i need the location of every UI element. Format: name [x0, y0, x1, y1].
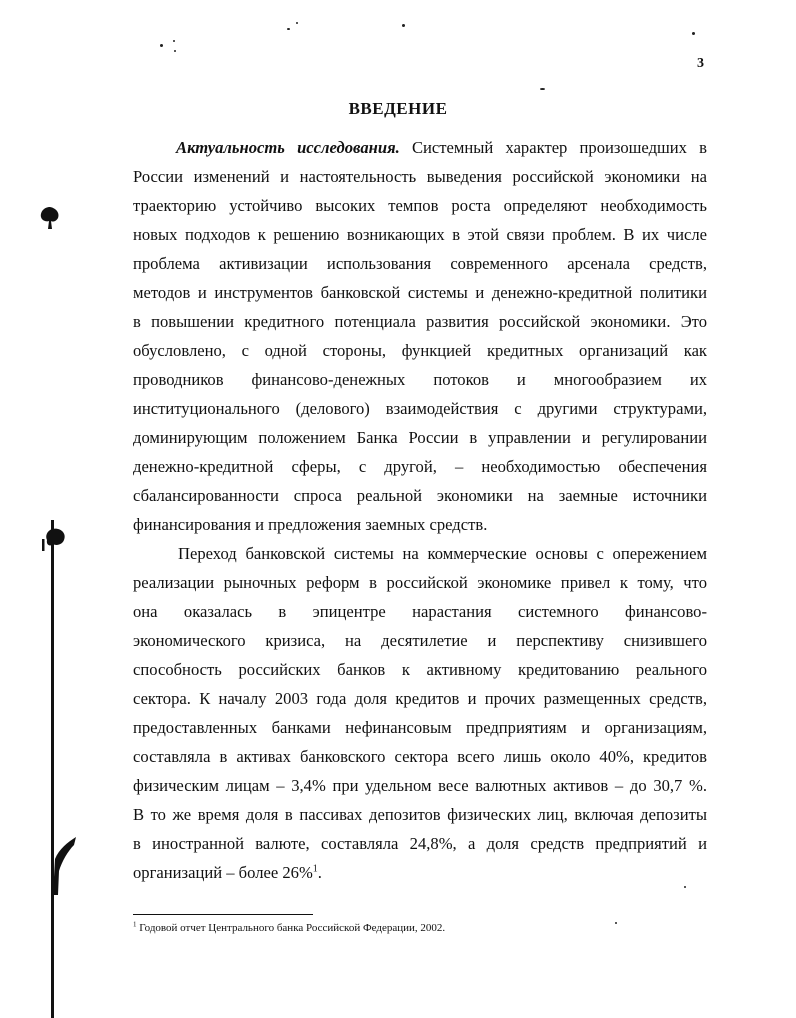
text-line: предоставленных банками нефинансовым предприятиям и организациям,: [133, 718, 707, 737]
text-line: обусловлено, с одной стороны, функцией кредитных организаций как: [133, 341, 707, 360]
text-line: Переход банковской системы на коммерческие основы с опережением: [178, 544, 707, 563]
text-line: новых подходов к решению возникающих в этой связи проблем. В их числе: [133, 225, 707, 244]
text-line: она оказалась в эпицентре нарастания системного финансово-: [133, 602, 707, 621]
scan-speck: [160, 44, 163, 47]
scan-speck: [615, 922, 617, 924]
scan-speck: [173, 40, 175, 42]
text-line: в повышении кредитного потенциала развития российской экономики. Это: [133, 312, 707, 331]
section-lead: Актуальность исследования.: [176, 138, 400, 157]
scan-blot-middle: [40, 525, 70, 553]
text-line: сбалансированности спроса реальной экономики на заемные источники: [133, 486, 707, 505]
text-line: составляла в активах банковского сектора всего лишь около 40%, кредитов: [133, 747, 707, 766]
page-number: 3: [697, 56, 704, 71]
text-line: способность российских банков к активному кредитованию реального: [133, 660, 707, 679]
scan-speck: [287, 28, 290, 30]
text-line: организаций – более 26%$^1$.: [133, 863, 322, 882]
scan-speck: [174, 50, 176, 52]
text-line: в иностранной валюте, составляла 24,8%, а доля средств предприятий и: [133, 834, 707, 853]
scan-speck: [540, 88, 545, 90]
text-line: реализации рыночных реформ в российской экономике привел к тому, что: [133, 573, 707, 592]
text-line: проводников финансово-денежных потоков и многообразием их: [133, 370, 707, 389]
text-line: В то же время доля в пассивах депозитов физических лиц, включая депозиты: [133, 805, 707, 824]
footnote-ref: 1: [312, 863, 318, 875]
text-line: России изменений и настоятельность выведения российской экономики на: [133, 167, 707, 186]
text-line: проблема активизации использования современного арсенала средств,: [133, 254, 707, 273]
text-line: физическим лицам – 3,4% при удельном весе валютных активов – до 30,7 %.: [133, 776, 707, 795]
body-text: [133, 133, 707, 887]
text-line: институционального (делового) взаимодействия с другими структурами,: [133, 399, 707, 418]
footnote-marker: 1: [133, 920, 137, 929]
text-line: методов и инструментов банковской системы и денежно-кредитной политики: [133, 283, 707, 302]
page-title: ВВЕДЕНИЕ: [348, 99, 448, 118]
scan-streak: [50, 835, 80, 895]
scan-blot-top: [38, 205, 62, 231]
footnote-text: Годовой отчет Центрального банка Российской Федерации, 2002.: [136, 922, 446, 934]
scan-speck: [692, 32, 695, 35]
text-line: Актуальность исследования. Системный характер произошедших в: [176, 138, 708, 157]
text-line: денежно-кредитной сферы, с другой, – необходимостью обеспечения: [133, 457, 707, 476]
text-line: сектора. К началу 2003 года доля кредитов и прочих размещенных средств,: [133, 689, 707, 708]
scan-speck: [402, 24, 405, 27]
scan-speck: [296, 22, 298, 24]
footnote-divider: [133, 914, 313, 915]
text-line: финансирования и предложения заемных средств.: [133, 515, 488, 534]
scan-edge-line: [51, 520, 54, 1018]
footnote: [133, 922, 445, 934]
text-line: траекторию устойчиво высоких темпов роста определяют необходимость: [133, 196, 707, 215]
text-line: доминирующим положением Банка России в управлении и регулировании: [133, 428, 707, 447]
text-line: экономического кризиса, на десятилетие и перспективу снизившего: [133, 631, 707, 650]
